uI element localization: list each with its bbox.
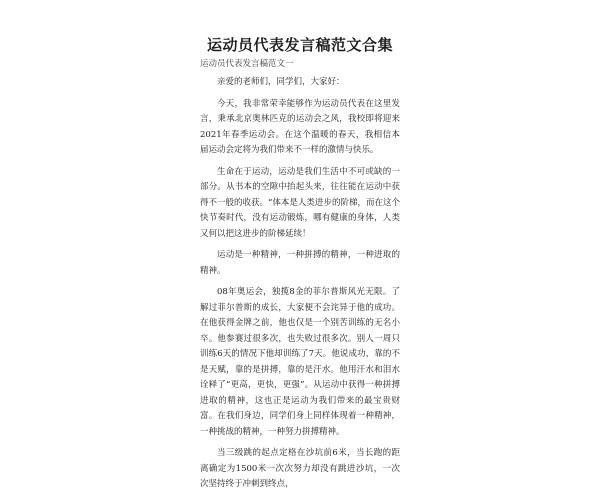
paragraph: 当三级跳的起点定格在沙坑前6米，当长跑的距离确定为1500米一次次努力却没有跳进沙坑，一次次坚持终于冲刺到终点， [200,448,400,489]
document-body [200,75,400,499]
paragraph: 08年奥运会，独揽8金的菲尔普斯风光无限。了解过菲尔普斯的成长，大家便不会诧异于他的成功。在他获得金牌之前，他也仅是一个别苦训练的无名小卒。他参赛过很多次，也失败过很多次。别人一周只训练6天的情况下他却训练了7天。他说成功，靠的不是天赋，靠的是拼搏，靠的是汗水。他用汗水和泪水诠释了“更高，更快，更强”。从运动中获得一种拼搏进取的精神，这也正是运动为我们带来的最宝贵财富。在我们身边，同学们身上同样体现着一种精神，一种挑战的精神，一种努力拼搏精神。 [200,287,400,437]
paragraph: 运动是一种精神，一种拼搏的精神，一种进取的精神。 [200,250,400,276]
document-title: 运动员代表发言稿范文合集 [206,36,393,54]
paragraph: 今天，我非常荣幸能够作为运动员代表在这里发言，秉承北京奥林匹克的运动会之风，我校即将迎来2021年春季运动会。在这个温暖的春天，我相信本届运动会定将为我们带来不一样的激情与快乐。 [200,98,400,155]
paragraph: 亲爱的老师们，同学们，大家好： [217,77,345,87]
paragraph: 生命在于运动，运动是我们生活中不可或缺的一部分。从书本的空隙中抬起头来，往往能在运动中获得不一般的收获。“体本是人类进步的阶梯，而在这个快节奏时代，没有运动锻炼，哪有健康的身体，人类又何以把这进步的阶梯延续！ [200,166,400,239]
document-subtitle: 运动员代表发言稿范文一 [200,59,294,69]
